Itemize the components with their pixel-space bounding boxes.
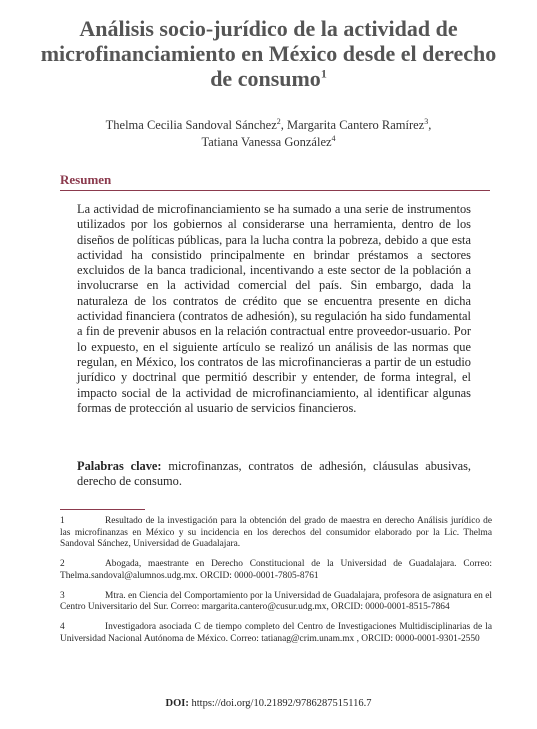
footnote-text: Mtra. en Ciencia del Comportamiento por la Universidad de Guadalajara, profesora de asignatura en el Centro Universitario del Sur. Correo: margarita.cantero@cusur.udg.mx, ORCID: 0000-0001-8515-7864 <box>60 590 492 613</box>
footnote-number: 2 <box>60 559 65 570</box>
author-footnote-ref[interactable]: 2 <box>276 116 281 126</box>
footnote <box>60 622 492 645</box>
author-footnote-ref[interactable]: 4 <box>331 133 336 143</box>
footnote <box>60 559 492 582</box>
footnote-text: Investigadora asociada C de tiempo completo del Centro de Investigaciones Multidisciplinarias de la Universidad Nacional Autónoma de México. Correo: tatianag@crim.unam.mx , ORCID: 0000-0001-9301-2550 <box>60 621 492 644</box>
author-name: Thelma Cecilia Sandoval Sánchez <box>105 118 277 132</box>
keywords-label: Palabras clave: <box>77 459 162 473</box>
author-footnote-ref[interactable]: 3 <box>424 116 429 126</box>
keywords <box>77 459 471 490</box>
footnote-text: Abogada, maestrante en Derecho Constitucional de la Universidad de Guadalajara. Correo: Thelma.sandoval@alumnos.udg.mx. ORCID: 0000-0001-7805-8761 <box>60 559 492 581</box>
footnote-number: 4 <box>60 621 65 632</box>
doi-line <box>0 698 537 709</box>
section-heading-resumen: Resumen <box>60 172 490 191</box>
footnote-divider <box>60 509 145 510</box>
paper-title <box>40 16 497 91</box>
footnote-text: Resultado de la investigación para la obtención del grado de maestra en derecho Análisis jurídico de las microfinanzas en México y su incidencia en los derechos del consumidor elaborado por la Lic. Thelma Sandoval Sánchez, Universidad de Guadalajara. <box>60 516 492 550</box>
footnote <box>60 516 492 551</box>
footnote-number: 3 <box>60 590 65 601</box>
footnote-number: 1 <box>60 516 65 526</box>
abstract-text: La actividad de microfinanciamiento se ha sumado a una serie de instrumentos utilizados por los gobiernos al considerarse una herramienta, dentro de los diseños de políticas públicas, para la lucha contra la pobreza, debido a que esta actividad ha consistido principalmente en brindar préstamos a sectores excluidos de la banca tradicional, incentivando a este sector de la población a involucrarse en la actividad comercial del país. Sin embargo, dada la naturaleza de los contratos de crédito que se encuentra presente en dicha actividad financiera (contratos de adhesión), su regulación ha sido fundamental a fin de prevenir abusos en la relación contractual entre proveedor-usuario. Por lo expuesto, en el siguiente artículo se realizó un análisis de las normas que regulan, en México, los contratos de las microfinancieras a partir de un estudio jurídico y doctrinal que permitió describir y entender, de forma integral, el impacto social de la actividad de microfinanciamiento, al identificar algunas formas de protección al usuario de servicios financieros. <box>77 202 471 415</box>
doi-link[interactable]: https://doi.org/10.21892/9786287515116.7 <box>191 698 372 709</box>
title-footnote-ref[interactable]: 1 <box>320 66 327 81</box>
footnote <box>60 591 492 614</box>
keywords-text: microfinanzas, contratos de adhesión, cláusulas abusivas, derecho de consumo. <box>77 459 471 489</box>
author-name: Margarita Cantero Ramírez <box>287 118 425 132</box>
doi-label: DOI: <box>165 698 189 709</box>
paper-title-text: Análisis socio-jurídico de la actividad de microfinanciamiento en México desde el derecho de consumo <box>40 16 497 91</box>
author-list: Thelma Cecilia Sandoval Sánchez$^2$, Margarita Cantero Ramírez$^3$, Tatiana Vanessa González$^4$ <box>105 116 432 149</box>
footnotes <box>60 516 492 653</box>
author-name: Tatiana Vanessa González <box>201 135 332 149</box>
